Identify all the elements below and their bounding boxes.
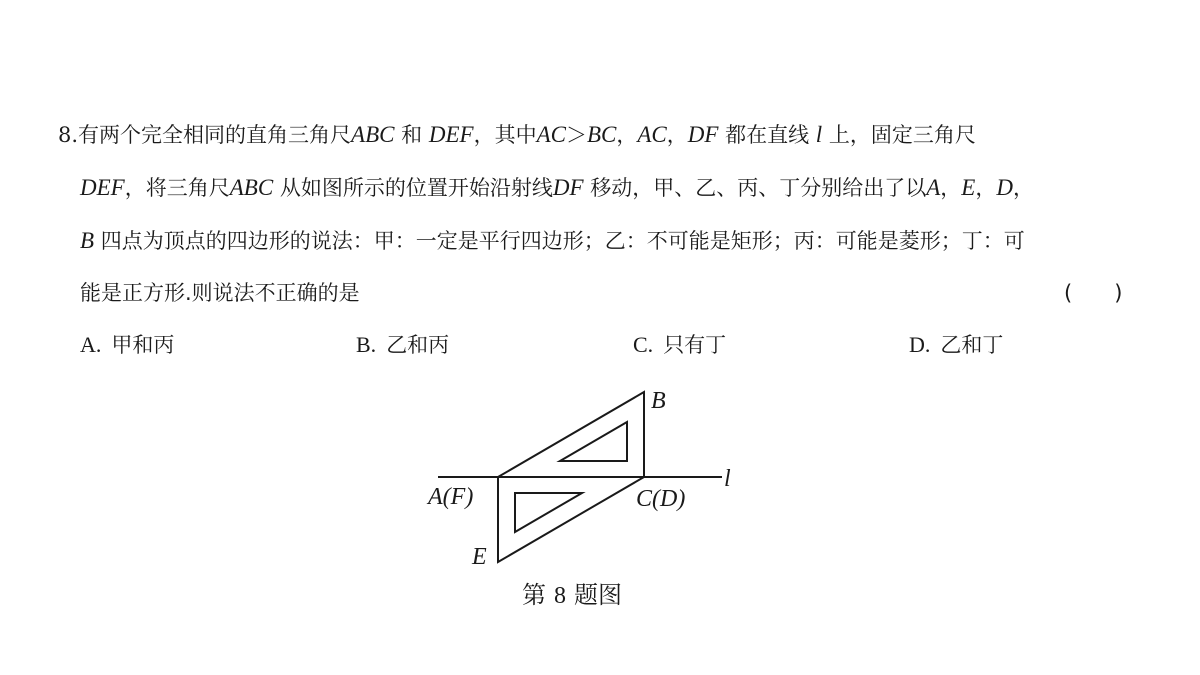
math: ABC [351, 122, 395, 147]
text: 都在直线 [718, 123, 816, 147]
text: 移动，甲、乙、丙、丁分别给出了以 [583, 176, 927, 200]
option-letter: A. [80, 332, 102, 357]
math: BC [586, 122, 617, 147]
option-letter: D. [909, 332, 931, 357]
option-text: 甲和丙 [111, 333, 175, 357]
question-number: 8. [58, 123, 79, 147]
label-l: l [724, 466, 731, 492]
text: ， [616, 123, 638, 147]
text: ， [975, 176, 997, 200]
triangle-abc [498, 392, 644, 477]
math: A [926, 175, 941, 200]
text: ， [666, 123, 688, 147]
option-a [80, 330, 174, 360]
option-d [909, 330, 1003, 360]
option-text: 乙和丙 [386, 333, 450, 357]
text: ，将三角尺 [124, 176, 230, 200]
math: DEF [80, 175, 125, 200]
text: ， [940, 176, 962, 200]
label-a-f: A(F) [428, 484, 474, 510]
text: 和 [394, 123, 429, 147]
caption-number: 8 [554, 583, 566, 609]
triangle-def [498, 477, 644, 562]
math: DF [552, 175, 584, 200]
label-e: E [472, 544, 487, 570]
question-line-1 [58, 120, 976, 150]
triangle-abc-inner [560, 422, 627, 461]
text: 有两个完全相同的直角三角尺 [78, 123, 352, 147]
option-letter: B. [356, 332, 377, 357]
answer-blank: ( ) [1064, 281, 1123, 305]
text: ＞ [565, 123, 587, 147]
text: 上，固定三角尺 [822, 123, 976, 147]
math: l [815, 122, 823, 147]
math: DF [687, 122, 719, 147]
math: D [996, 175, 1013, 200]
option-b [356, 330, 449, 360]
text: ， [1012, 176, 1034, 200]
triangle-figure [420, 380, 760, 580]
question-line-3 [80, 226, 1025, 256]
caption-text: 题图 [574, 581, 622, 609]
text: 能是正方形.则说法不正确的是 [80, 281, 360, 305]
math: ABC [229, 175, 274, 200]
label-b: B [651, 388, 666, 414]
math: B [80, 228, 95, 253]
question-line-2 [80, 173, 1034, 203]
option-text: 乙和丁 [940, 333, 1004, 357]
figure-caption [522, 580, 622, 611]
math: AC [637, 122, 667, 147]
text: 从如图所示的位置开始沿射线 [273, 176, 553, 200]
option-letter: C. [633, 332, 654, 357]
option-text: 只有丁 [663, 333, 727, 357]
caption-text: 第 [522, 581, 546, 609]
question-line-4 [80, 278, 360, 308]
label-c-d: C(D) [636, 486, 686, 512]
option-c [633, 330, 726, 360]
math: AC [536, 122, 566, 147]
text: ，其中 [473, 123, 537, 147]
math: DEF [428, 122, 474, 147]
math: E [961, 175, 976, 200]
triangle-def-inner [515, 493, 582, 532]
text: 四点为顶点的四边形的说法：甲：一定是平行四边形；乙：不可能是矩形；丙：可能是菱形；丁：可 [94, 229, 1025, 253]
